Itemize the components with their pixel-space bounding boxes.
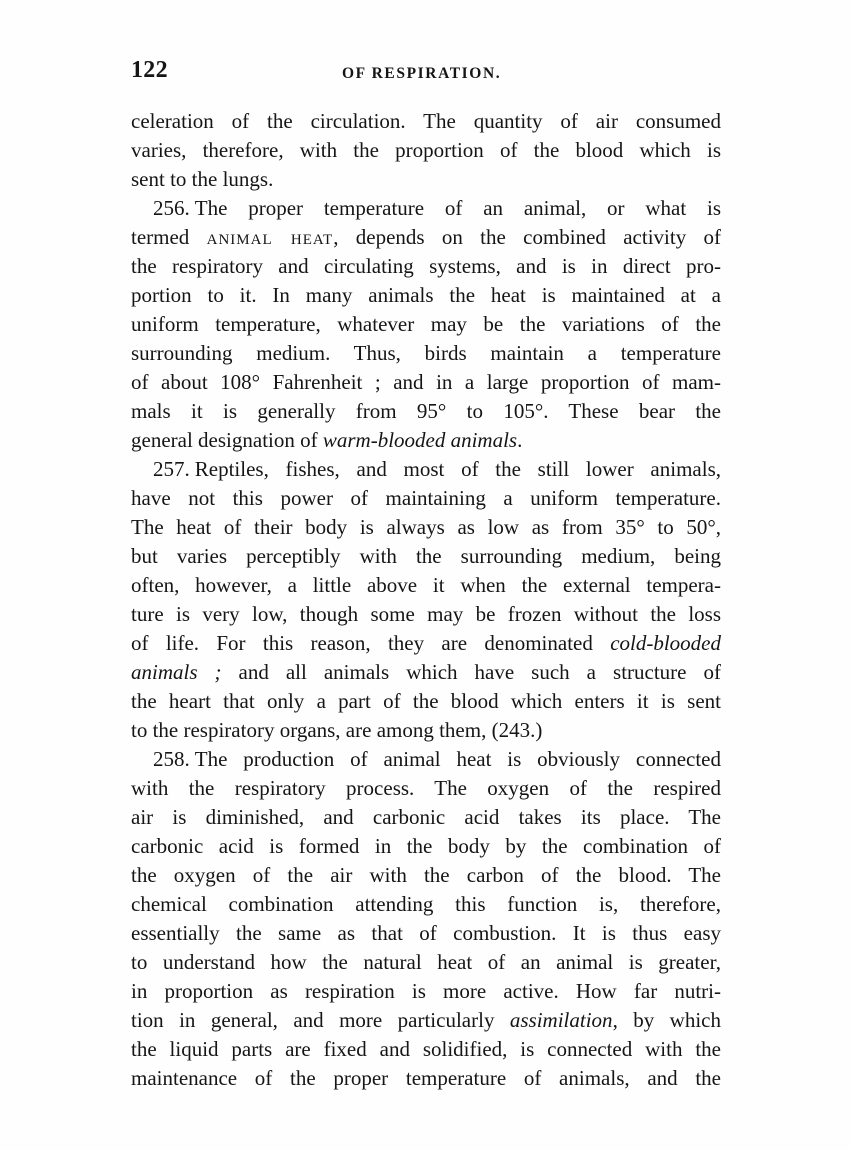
line-text: the respiratory and circulating systems, and is in direct pro- [131,254,721,278]
line-text: maintenance of the proper temperature of animals, and the [131,1066,721,1090]
text-line [131,426,721,455]
text-line [131,716,721,745]
line-text: mals it is generally from 95° to 105°. These bear the [131,399,721,423]
text-line [131,890,721,919]
line-text: in proportion as respiration is more active. How far nutri- [131,979,721,1003]
line-text: . [517,428,523,452]
text-line [131,1035,721,1064]
line-text: surrounding medium. Thus, birds maintain a temperature [131,341,721,365]
text-line [131,629,721,658]
text-line [131,861,721,890]
line-text: portion to it. In many animals the heat is maintained at a [131,283,721,307]
text-line [131,687,721,716]
line-text: of life. For this reason, they are denominated [131,631,611,655]
small-caps-term: animal heat [206,225,334,249]
text-line [131,774,721,803]
line-text: tion in general, and more particularly [131,1008,510,1032]
line-text: with the respiratory process. The oxygen of the respired [131,776,721,800]
line-text: to understand how the natural heat of an animal is greater, [131,950,721,974]
line-text: carbonic acid is formed in the body by the combination of [131,834,721,858]
line-text: and all animals which have such a structure of [221,660,721,684]
text-line [131,832,721,861]
text-line [131,658,721,687]
line-text: uniform temperature, whatever may be the variations of the [131,312,721,336]
text-line [131,397,721,426]
text-line [131,223,721,252]
body-text [131,107,721,1093]
line-text: chemical combination attending this function is, therefore, [131,892,721,916]
text-line [131,107,721,136]
text-line [131,1064,721,1093]
text-line [131,455,721,484]
line-text: to the respiratory organs, are among them, (243.) [131,718,543,742]
line-text: of about 108° Fahrenheit ; and in a large proportion of mam- [131,370,721,394]
text-line [131,977,721,1006]
page-number: 122 [131,57,168,83]
line-text: termed [131,225,207,249]
line-text: The production of animal heat is obviously connected [194,747,721,771]
text-line [131,745,721,774]
running-head [131,57,721,89]
text-line [131,919,721,948]
line-text: The heat of their body is always as low as from 35° to 50°, [131,515,721,539]
text-line [131,600,721,629]
text-line [131,803,721,832]
paragraph-number: 257. [153,457,190,481]
text-line [131,542,721,571]
text-line [131,484,721,513]
italic-term: animals ; [131,660,222,684]
line-text: essentially the same as that of combustion. It is thus easy [131,921,721,945]
text-line [131,513,721,542]
text-line [131,281,721,310]
italic-term: warm-blooded animals [322,428,518,452]
line-text: air is diminished, and carbonic acid takes its place. The [131,805,721,829]
line-text: ture is very low, though some may be frozen without the loss [131,602,721,626]
italic-term: assimilation [509,1008,613,1032]
line-text: , by which [612,1008,721,1032]
line-text: sent to the lungs. [131,167,274,191]
italic-term: cold-blooded [610,631,721,655]
line-text: have not this power of maintaining a uniform temperature. [131,486,721,510]
running-title: OF RESPIRATION. [342,65,502,82]
text-line [131,339,721,368]
paragraph-number: 256. [153,196,190,220]
paragraph-number: 258. [153,747,190,771]
line-text: but varies perceptibly with the surrounding medium, being [131,544,721,568]
text-line [131,368,721,397]
line-text: often, however, a little above it when the external tempera- [131,573,721,597]
line-text: Reptiles, fishes, and most of the still lower animals, [194,457,721,481]
line-text: varies, therefore, with the proportion of the blood which is [131,138,721,162]
line-text: the oxygen of the air with the carbon of the blood. The [131,863,721,887]
line-text: The proper temperature of an animal, or what is [194,196,721,220]
line-text: the heart that only a part of the blood which enters it is sent [131,689,721,713]
text-line [131,310,721,339]
line-text: , depends on the combined activity of [333,225,721,249]
text-line [131,252,721,281]
text-line [131,948,721,977]
text-line [131,194,721,223]
text-line [131,136,721,165]
text-line [131,571,721,600]
line-text: general designation of [131,428,323,452]
text-line [131,1006,721,1035]
text-line [131,165,721,194]
line-text: the liquid parts are fixed and solidified, is connected with the [131,1037,721,1061]
line-text: celeration of the circulation. The quantity of air consumed [131,109,721,133]
